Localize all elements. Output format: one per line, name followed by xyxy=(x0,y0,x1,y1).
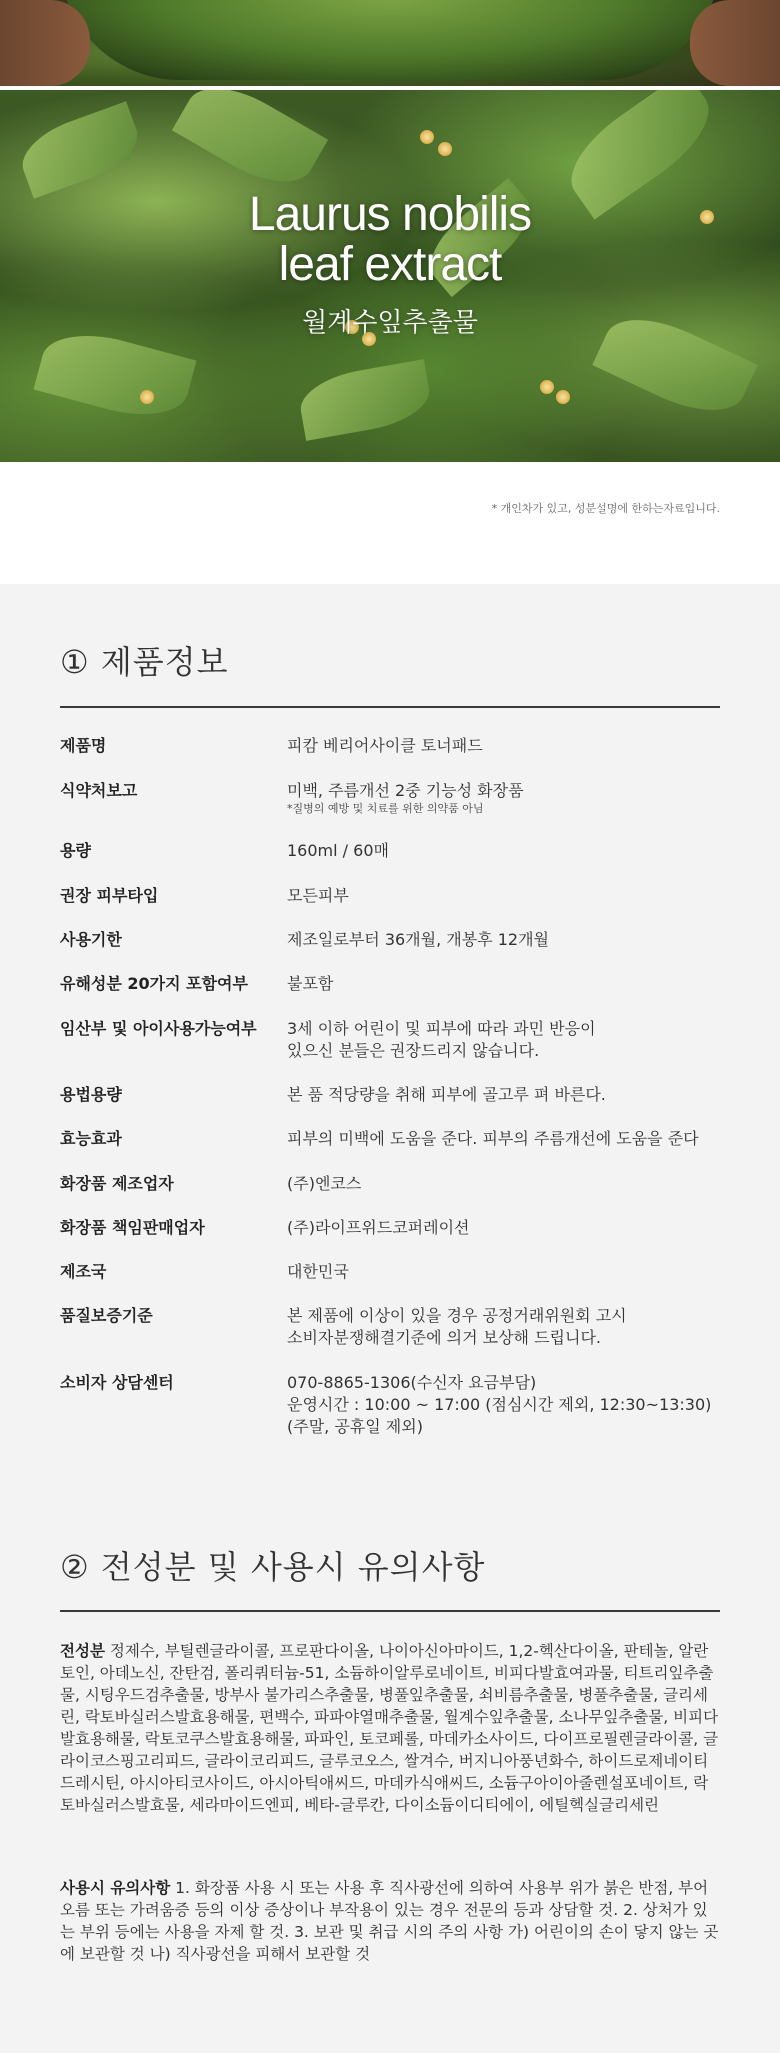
hero-title xyxy=(0,190,780,290)
info-label: 용법용량 xyxy=(60,1085,122,1104)
info-value: 피부의 미백에 도움을 준다. 피부의 주름개선에 도움을 준다 xyxy=(287,1129,699,1148)
info-value: 불포함 xyxy=(287,974,334,993)
hero-laurel-photo xyxy=(0,90,780,462)
info-value xyxy=(287,1305,727,1349)
flower-cluster xyxy=(438,142,452,156)
left-hand xyxy=(0,0,90,86)
info-value: 모든피부 xyxy=(287,886,349,905)
info-value: 제조일로부터 36개월, 개봉후 12개월 xyxy=(287,930,549,949)
hero-subtitle: 월계수잎추출물 xyxy=(302,308,478,338)
info-value-line: 소비자분쟁해결기준에 의거 보상해 드립니다. xyxy=(287,1328,602,1347)
info-label: 용량 xyxy=(60,841,91,860)
bowl-of-leaves xyxy=(60,0,720,80)
info-label: 사용기한 xyxy=(60,930,122,949)
info-label: 식약처보고 xyxy=(60,781,138,800)
section1-rule xyxy=(60,706,720,708)
hero-title-line1: Laurus nobilis xyxy=(248,188,532,241)
caution-text: 1. 화장품 사용 시 또는 사용 후 직사광선에 의하여 사용부 위가 붉은 반점, 부어오름 또는 가려움증 등의 이상 증상이나 부작용이 있는 경우 전문의 등과 상담할 것. 2. 상처가 있는 부위 등에는 사용을 자제 할 것. 3. 보관 및 취급 시의 주의 사항 가) 어린이의 손이 닿지 않는 곳에 보관할 것 나) 직사광선을 피해서 보관할 것 xyxy=(60,1879,719,1963)
info-label: 화장품 제조업자 xyxy=(60,1174,174,1193)
flower-cluster xyxy=(140,390,154,404)
info-value-line: 본 제품에 이상이 있을 경우 공정거래위원회 고시 xyxy=(287,1306,627,1325)
info-label: 화장품 책임판매업자 xyxy=(60,1218,205,1237)
info-label: 소비자 상담센터 xyxy=(60,1373,174,1392)
info-value-line: 070-8865-1306(수신자 요금부담) xyxy=(287,1373,537,1392)
info-value xyxy=(287,780,727,816)
info-value-text: 미백, 주름개선 2중 기능성 화장품 xyxy=(287,781,524,800)
info-value-line: 운영시간 : 10:00 ~ 17:00 (점심시간 제외, 12:30~13:30) xyxy=(287,1395,712,1414)
leaf-shape xyxy=(13,101,146,198)
disclaimer-note: * 개인차가 있고, 성분설명에 한하는자료입니다. xyxy=(491,502,720,515)
bowl-photo xyxy=(0,0,780,86)
info-label: 임산부 및 아이사용가능여부 xyxy=(60,1019,257,1038)
caution-label: 사용시 유의사항 xyxy=(60,1879,171,1897)
hero-title-line2: leaf extract xyxy=(278,238,502,291)
info-value-line: (주말, 공휴일 제외) xyxy=(287,1417,423,1436)
info-label: 유해성분 20가지 포함여부 xyxy=(60,974,248,993)
right-hand xyxy=(690,0,780,86)
info-value xyxy=(287,1018,727,1062)
section1-title: ① 제품정보 xyxy=(60,643,229,681)
info-value-note: *질병의 예방 및 치료를 위한 의약품 아님 xyxy=(287,802,484,815)
info-label: 제품명 xyxy=(60,736,107,755)
ingredients-label: 전성분 xyxy=(60,1642,105,1660)
leaf-shape xyxy=(172,90,328,200)
info-value: 피캄 베리어사이클 토너패드 xyxy=(287,736,483,755)
info-value: (주)엔코스 xyxy=(287,1174,362,1193)
leaf-shape xyxy=(296,359,434,441)
flower-cluster xyxy=(420,130,434,144)
info-label: 효능효과 xyxy=(60,1129,122,1148)
info-value-line: 있으신 분들은 권장드리지 않습니다. xyxy=(287,1041,540,1060)
info-value: (주)라이프위드코퍼레이션 xyxy=(287,1218,470,1237)
ingredients-text: 정제수, 부틸렌글라이콜, 프로판다이올, 나이아신아마이드, 1,2-헥산다이올, 판테놀, 알란토인, 아데노신, 잔탄검, 폴리쿼터늄-51, 소듐하이알루로네이트, 비피다발효여과물, 티트리잎추출물, 시팅우드검추출물, 방부사 불가리스추출물, 병풀잎추출물, 쇠비름추출물, 병풀추출물, 글리세린, 락토바실러스발효용해물, 편백수, 파파야열매추출물, 월계수잎추출물, 소나무잎추출물, 비피다발효용해물, 락토코쿠스발효용해물, 파파인, 토코페롤, 마데카소사이드, 다이프로필렌글라이콜, 글라이코스핑고리피드, 글라이코리피드, 글루코오스, 쌀겨수, 버지니아풍년화수, 하이드로제네이티드레시틴, 아시아티코사이드, 아시아틱애씨드, 마데카식애씨드, 소듐구아이아줄렌설포네이트, 락토바실러스발효물, 세라마이드엔피, 베타-글루칸, 다이소듐이디티에이, 에틸헥실글리세린 xyxy=(60,1642,719,1814)
info-label: 제조국 xyxy=(60,1262,107,1281)
info-value: 대한민국 xyxy=(287,1262,349,1281)
flower-cluster xyxy=(540,380,554,394)
flower-cluster xyxy=(556,390,570,404)
info-value xyxy=(287,1372,727,1438)
section2-title: ② 전성분 및 사용시 유의사항 xyxy=(60,1548,486,1586)
section2-rule xyxy=(60,1610,720,1612)
caution-paragraph xyxy=(60,1877,722,1965)
info-label: 품질보증기준 xyxy=(60,1306,153,1325)
info-value: 160ml / 60매 xyxy=(287,841,389,860)
info-value-line: 3세 이하 어린이 및 피부에 따라 과민 반응이 xyxy=(287,1019,596,1038)
info-value: 본 품 적당량을 취해 피부에 골고루 펴 바른다. xyxy=(287,1085,606,1104)
ingredients-paragraph xyxy=(60,1640,722,1816)
info-label: 권장 피부타입 xyxy=(60,886,159,905)
